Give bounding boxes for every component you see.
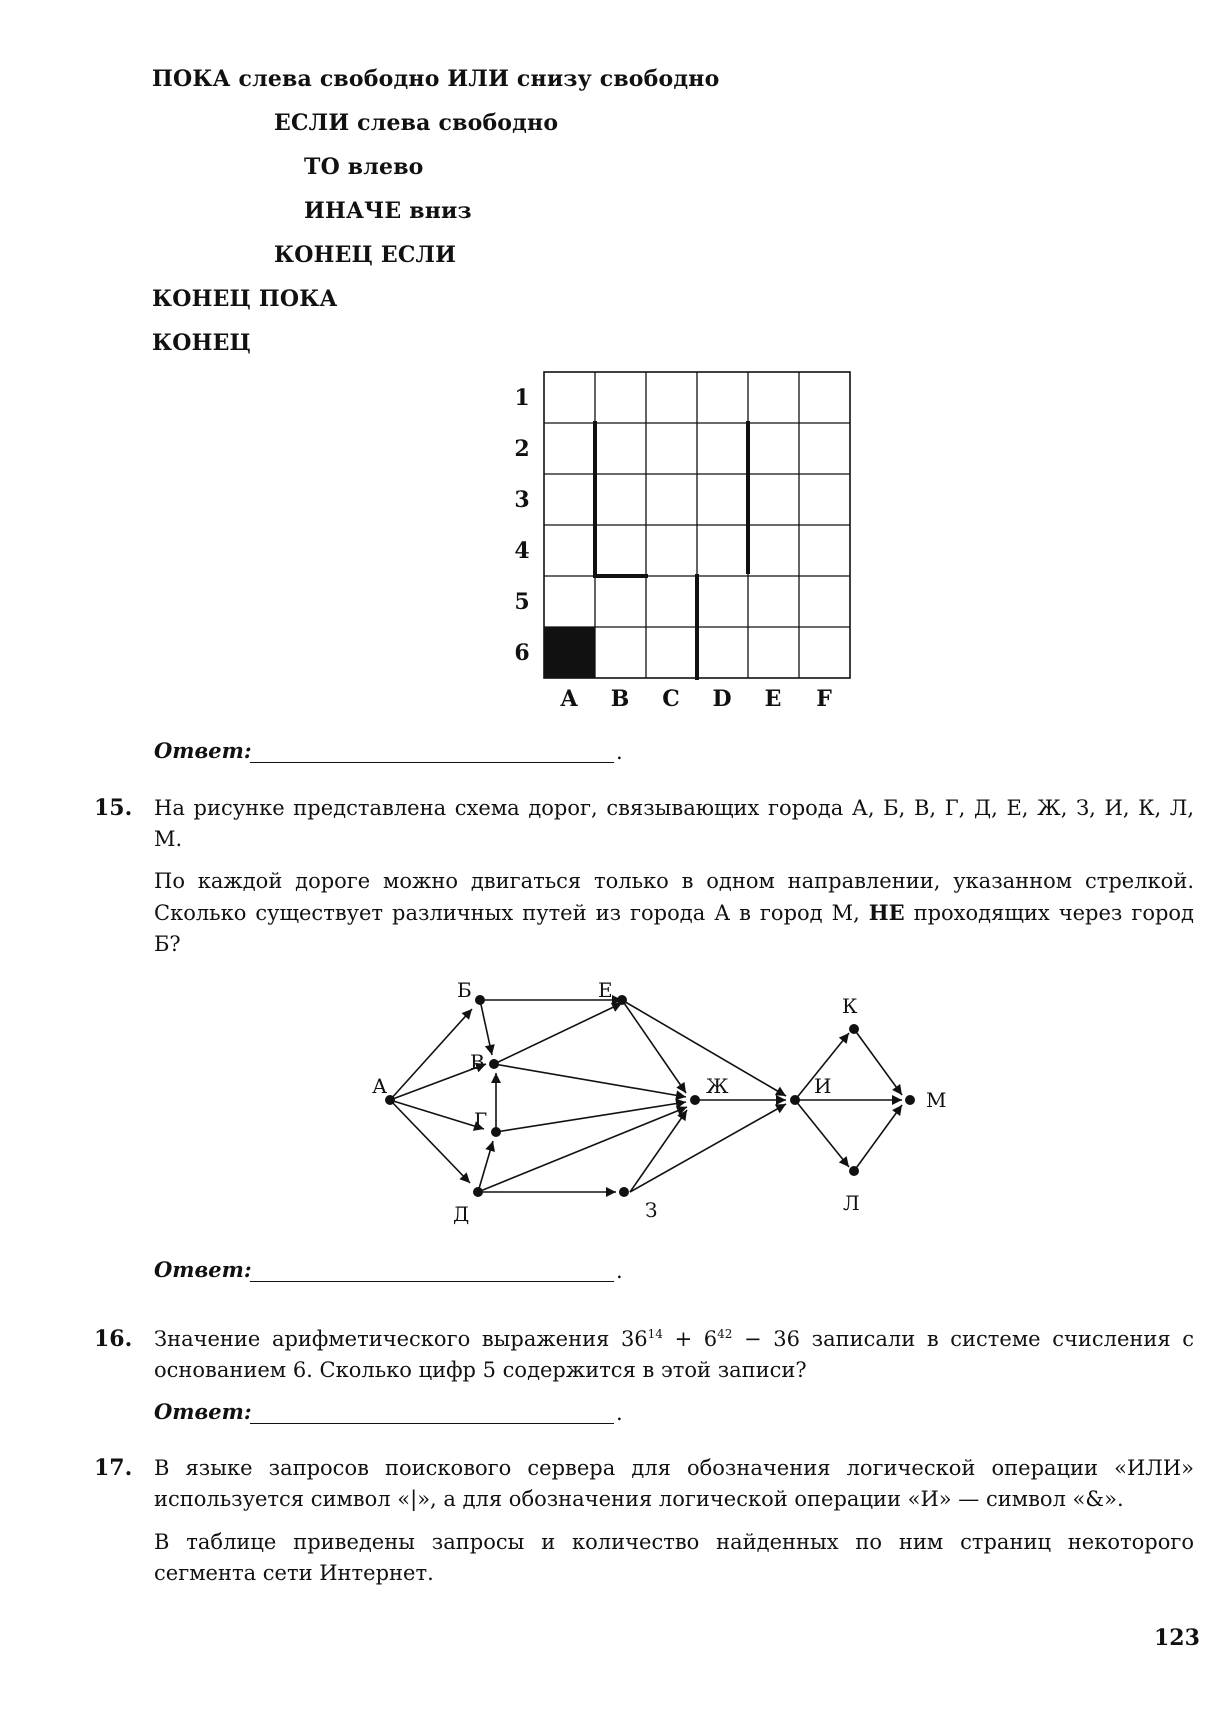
col-label: C	[662, 686, 680, 712]
edge-L-M	[854, 1105, 902, 1171]
answer-label: Ответ	[154, 1257, 244, 1282]
node-E	[617, 995, 627, 1005]
edge-V-E	[494, 1003, 622, 1064]
edge-K-M	[854, 1029, 902, 1095]
robot-cell-filled	[544, 627, 595, 678]
node-L	[849, 1166, 859, 1176]
node-B	[475, 995, 485, 1005]
node-D	[473, 1187, 483, 1197]
answer-colon: :	[243, 1257, 252, 1282]
edge-V-Zh	[494, 1064, 686, 1097]
answer-colon: :	[243, 738, 252, 763]
node-label-M: М	[926, 1088, 947, 1112]
node-label-A: А	[372, 1074, 388, 1098]
algorithm-line-else: ИНАЧЕ вниз	[304, 198, 472, 224]
node-label-I: И	[814, 1074, 832, 1098]
grid-walls	[595, 423, 748, 678]
node-K	[849, 1024, 859, 1034]
node-label-E: Е	[598, 978, 613, 1002]
col-label: A	[560, 686, 578, 712]
col-label: F	[816, 686, 832, 712]
algorithm-line-endwhile: КОНЕЦ ПОКА	[152, 286, 338, 312]
answer-period: .	[616, 1401, 623, 1425]
road-graph-figure	[360, 975, 1000, 1235]
task17-text-1: В языке запросов поискового сервера для обозначения логической операции «ИЛИ» используется символ «|», а для обозначения логической операции «И» — символ «&».	[154, 1456, 1194, 1511]
page-number: 123	[1154, 1625, 1200, 1651]
col-label: B	[610, 686, 630, 712]
node-label-V: В	[470, 1050, 485, 1074]
task16-exponent-b: 42	[717, 1327, 733, 1341]
row-label: 2	[514, 436, 530, 462]
task-number-17: 17.	[94, 1455, 133, 1481]
task15-text-2	[154, 866, 1194, 960]
task15-not-emphasis: НЕ	[868, 900, 905, 925]
edge-E-I	[622, 1000, 786, 1096]
task16-text	[154, 1324, 1194, 1386]
algorithm-line-end: КОНЕЦ	[152, 330, 251, 356]
algorithm-line-endif: КОНЕЦ ЕСЛИ	[274, 242, 457, 268]
answer-row-15	[154, 1257, 634, 1287]
task16-exponent-a: 14	[647, 1327, 663, 1341]
node-label-G: Г	[474, 1108, 488, 1132]
task17-text-2: В таблице приведены запросы и количество найденных по ним страниц некоторого сегмента сети Интернет.	[154, 1530, 1194, 1585]
node-label-D: Д	[453, 1202, 470, 1226]
answer-label: Ответ	[154, 738, 244, 763]
row-label: 1	[514, 385, 530, 411]
answer-label: Ответ	[154, 1399, 244, 1424]
node-Zh	[690, 1095, 700, 1105]
row-label: 4	[514, 538, 530, 564]
task16-text-a: Значение арифметического выражения 36	[154, 1327, 648, 1351]
answer-row-16	[154, 1399, 634, 1429]
answer-period: .	[616, 740, 623, 764]
node-V	[489, 1059, 499, 1069]
node-label-L: Л	[843, 1191, 860, 1215]
answer-period: .	[616, 1259, 623, 1283]
answer-row-14	[154, 738, 634, 768]
col-label: D	[712, 686, 732, 712]
edge-E-Zh	[622, 1000, 686, 1093]
node-M	[905, 1095, 915, 1105]
node-label-Zh: Ж	[706, 1074, 729, 1098]
node-label-B: Б	[457, 978, 472, 1002]
task16-text-b: + 6	[662, 1327, 718, 1351]
edge-A-B	[390, 1009, 472, 1100]
answer-input-16[interactable]	[250, 1399, 614, 1424]
edge-G-Zh	[496, 1102, 686, 1132]
algorithm-line-while: ПОКА слева свободно ИЛИ снизу свободно	[152, 66, 720, 92]
answer-input-14[interactable]	[250, 738, 614, 763]
edge-Z-Zh	[630, 1110, 687, 1192]
node-G	[491, 1127, 501, 1137]
node-label-Z: З	[645, 1198, 658, 1222]
node-Z	[619, 1187, 629, 1197]
row-label: 3	[514, 487, 530, 513]
task15-text-2a: По каждой дороге можно двигаться только в одном направлении, указанном стрелкой. Сколько существует различных путей из города А в город М,	[154, 869, 1194, 925]
row-label: 5	[514, 589, 530, 615]
task-number-15: 15.	[94, 795, 133, 821]
robot-grid-figure	[500, 360, 880, 720]
edge-B-V	[480, 1000, 492, 1055]
algorithm-line-then: ТО влево	[304, 154, 424, 180]
row-label: 6	[514, 640, 530, 666]
edge-D-Zh	[478, 1107, 687, 1192]
edge-D-G	[478, 1141, 493, 1192]
node-I	[790, 1095, 800, 1105]
task15-text-1: На рисунке представлена схема дорог, связывающих города А, Б, В, Г, Д, Е, Ж, З, И, К, Л, М.	[154, 796, 1194, 851]
task16-text-c: − 36 записали в системе счисления с основанием 6. Сколько цифр 5 содержится в этой записи?	[154, 1327, 1195, 1382]
task15-text-2b: проходящих через город Б?	[154, 901, 1194, 956]
algorithm-line-if: ЕСЛИ слева свободно	[274, 110, 559, 136]
edge-Z-I	[630, 1104, 786, 1192]
edge-I-L	[795, 1100, 849, 1167]
answer-input-15[interactable]	[250, 1257, 614, 1282]
answer-colon: :	[243, 1399, 252, 1424]
col-label: E	[764, 686, 782, 712]
task-number-16: 16.	[94, 1326, 133, 1352]
node-label-K: К	[842, 994, 858, 1018]
